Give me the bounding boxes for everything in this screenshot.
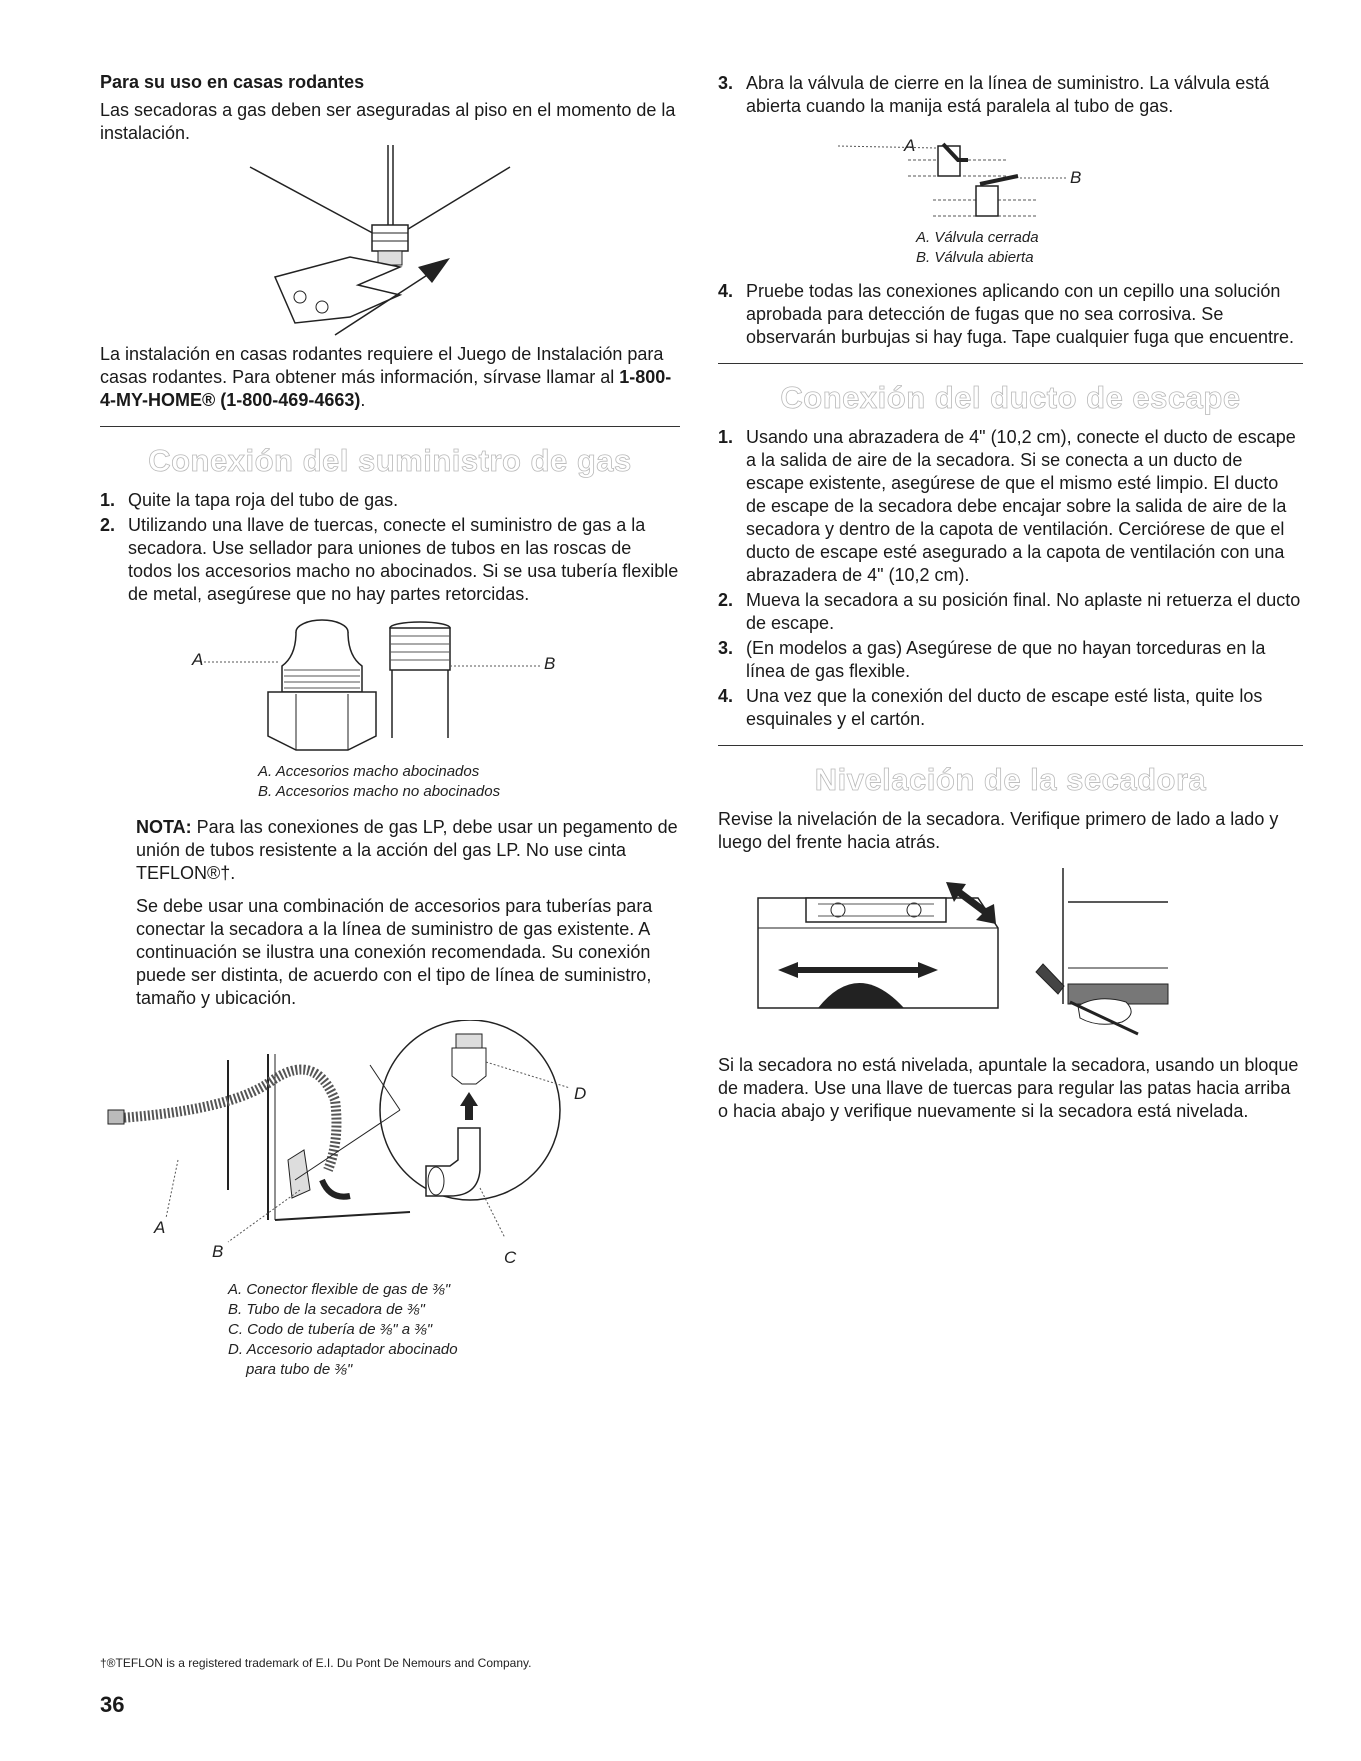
conn-label-d: D	[574, 1084, 587, 1103]
section-divider	[718, 745, 1303, 746]
section-divider	[100, 426, 680, 427]
leveling-instructions: Si la secadora no está nivelada, apuntale la secadora, usando un bloque de madera. Use una llave de tuercas para regular las patas hacia arriba o hacia abajo y verifique nuevamente si la secadora está nivelada.	[718, 1055, 1299, 1121]
conn-label-b: B	[212, 1242, 224, 1261]
exhaust-section-title: Conexión del ducto de escape	[780, 380, 1241, 415]
mobile-home-intro: Las secadoras a gas deben ser aseguradas al piso en el momento de la instalación.	[100, 100, 676, 143]
leveling-intro: Revise la nivelación de la secadora. Verifique primero de lado a lado y luego del frente hacia atrás.	[718, 809, 1279, 852]
valve-caption-b: B. Válvula abierta	[916, 249, 1034, 266]
valve-figure	[718, 120, 1303, 228]
fittings-figure	[100, 614, 680, 754]
nota-paragraph: NOTA: Para las conexiones de gas LP, debe usar un pegamento de unión de tubos resistente a la acción del gas LP. No use cinta TEFLON®†.	[136, 817, 678, 883]
conn-label-a: A	[154, 1218, 166, 1237]
fittings-label-a: A	[192, 650, 204, 669]
list-item: 2. Mueva la secadora a su posición final. No aplaste ni retuerza el ducto de escape.	[718, 590, 1301, 633]
gas-steps-continued	[718, 72, 1303, 118]
leveling-figure	[718, 868, 1303, 1054]
fittings-caption-a: A. Accesorios macho abocinados	[258, 763, 480, 780]
gas-section-title: Conexión del suministro de gas	[148, 443, 632, 478]
fittings-caption-b: B. Accesorios macho no abocinados	[258, 783, 501, 800]
valve-label-b: B	[1070, 168, 1082, 187]
gas-connection-illustration	[100, 1020, 680, 1280]
conn-captions	[228, 1280, 680, 1380]
left-column	[100, 72, 680, 1380]
list-item: 1. Usando una abrazadera de 4" (10,2 cm), conecte el ducto de escape a la salida de aire de la secadora. Si se conecta a un ducto de escape existente, asegúrese de que el mismo esté limpio. El ducto de escape de la secadora debe encajar sobre la salida de aire de la secadora y dentro de la capota de ventilación. Cerciórese de que el ducto de escape esté asegurado a la capota de ventilación con una abrazadera de 4" (10,2 cm).	[718, 427, 1296, 585]
leveling-illustration	[718, 868, 1303, 1054]
mobile-home-heading: Para su uso en casas rodantes	[100, 72, 365, 92]
conn-caption-d: D. Accesorio adaptador abocinado	[228, 1341, 458, 1358]
list-item: 1. Quite la tapa roja del tubo de gas.	[100, 490, 399, 510]
fittings-illustration	[100, 614, 680, 754]
conn-caption-c: C. Codo de tubería de ⅜" a ⅜"	[228, 1321, 433, 1338]
exhaust-steps-list	[718, 426, 1303, 731]
list-item: 4. Una vez que la conexión del ducto de escape esté lista, quite los esquinales y el cartón.	[718, 686, 1263, 729]
conn-caption-b: B. Tubo de la secadora de ⅜"	[228, 1301, 425, 1318]
right-column	[718, 72, 1303, 1123]
valve-illustration	[718, 120, 1303, 228]
leveling-section-title: Nivelación de la secadora	[814, 762, 1207, 797]
mobile-home-kit-text: La instalación en casas rodantes requiere el Juego de Instalación para casas rodantes. Para obtener más información, sírvase llamar al 1-800-4-MY-HOME® (1-800-469-4663).	[100, 344, 672, 410]
list-item: 3. Abra la válvula de cierre en la línea de suministro. La válvula está abierta cuando la manija está paralela al tubo de gas.	[718, 73, 1270, 116]
bracket-illustration	[100, 145, 680, 343]
gas-connection-figure	[100, 1020, 680, 1280]
conn-label-c: C	[504, 1248, 517, 1267]
list-item: 3. (En modelos a gas) Asegúrese de que no hayan torceduras en la línea de gas flexible.	[718, 638, 1266, 681]
list-item: 2. Utilizando una llave de tuercas, conecte el suministro de gas a la secadora. Use sellador para uniones de tubos en las roscas de todos los accesorios macho no abocinados. Si se usa tubería flexible de metal, asegúrese que no hay partes retorcidas.	[100, 515, 679, 604]
teflon-footnote: †®TEFLON is a registered trademark of E.I. Du Pont De Nemours and Company.	[100, 1656, 532, 1670]
valve-caption-a: A. Válvula cerrada	[916, 229, 1039, 246]
conn-caption-a: A. Conector flexible de gas de ⅜"	[228, 1281, 451, 1298]
fittings-label-b: B	[544, 654, 556, 673]
gas-steps-list	[100, 489, 680, 606]
conn-caption-d-cont: para tubo de ⅜"	[246, 1361, 353, 1378]
mobile-home-bracket-figure	[100, 145, 680, 343]
combo-paragraph: Se debe usar una combinación de accesorios para tuberías para conectar la secadora a la línea de suministro de gas existente. A continuación se ilustra una conexión recomendada. Su conexión puede ser distinta, de acuerdo con el tipo de línea de suministro, tamaño y ubicación.	[136, 896, 653, 1008]
valve-label-a: A	[904, 136, 916, 155]
list-item: 4. Pruebe todas las conexiones aplicando con un cepillo una solución aprobada para detección de fugas que no sea corrosiva. Se observarán burbujas si hay fuga. Tape cualquier fuga que encuentre.	[718, 281, 1295, 347]
gas-steps-continued-2	[718, 280, 1303, 349]
page-number: 36	[100, 1692, 125, 1717]
section-divider	[718, 363, 1303, 364]
phone-number: 1-800-4-MY-HOME® (1-800-469-4663)	[100, 367, 672, 410]
